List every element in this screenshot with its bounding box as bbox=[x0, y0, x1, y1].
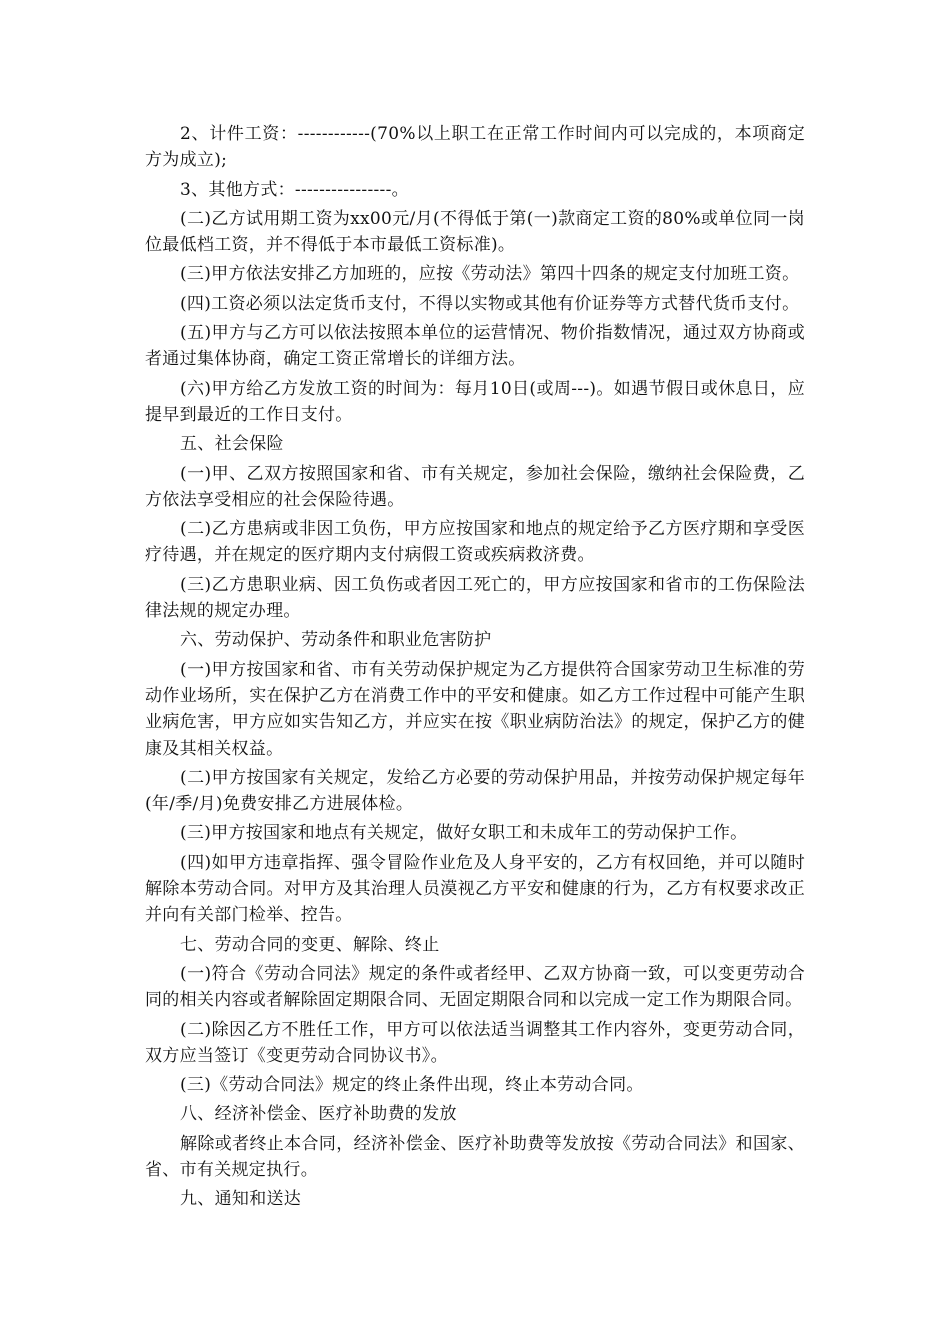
paragraph: (四)工资必须以法定货币支付，不得以实物或其他有价证券等方式替代货币支付。 bbox=[180, 293, 800, 314]
section-heading: 六、劳动保护、劳动条件和职业危害防护 bbox=[180, 630, 492, 651]
paragraph: (六)甲方给乙方发放工资的时间为：每月10日(或周---)。如遇节假日或休息日，应提早到最近的工作日支付。 bbox=[145, 378, 805, 425]
paragraph: (二)除因乙方不胜任工作，甲方可以依法适当调整其工作内容外，变更劳动合同，双方应当签订《变更劳动合同协议书》。 bbox=[145, 1019, 805, 1066]
section-heading: 九、通知和送达 bbox=[180, 1189, 302, 1210]
paragraph: (二)甲方按国家有关规定，发给乙方必要的劳动保护用品，并按劳动保护规定每年(年/季/月)免费安排乙方进展体检。 bbox=[145, 767, 805, 815]
paragraph: (一)甲方按国家和省、市有关劳动保护规定为乙方提供符合国家劳动卫生标准的劳动作业场所，实在保护乙方在消费工作中的平安和健康。如乙方工作过程中可能产生职业病危害，甲方应如实告知乙方，并应实在按《职业病防治法》的规定，保护乙方的健康及其相关权益。 bbox=[145, 659, 805, 759]
section-heading: 七、劳动合同的变更、解除、终止 bbox=[180, 934, 440, 955]
paragraph: (三)《劳动合同法》规定的终止条件出现，终止本劳动合同。 bbox=[180, 1075, 644, 1096]
paragraph: (三)乙方患职业病、因工负伤或者因工死亡的，甲方应按国家和省市的工伤保险法律法规的规定办理。 bbox=[145, 574, 805, 622]
paragraph: (一)符合《劳动合同法》规定的条件或者经甲、乙双方协商一致，可以变更劳动合同的相关内容或者解除固定期限合同、无固定期限合同和以完成一定工作为期限合同。 bbox=[145, 963, 805, 1011]
section-heading: 八、经济补偿金、医疗补助费的发放 bbox=[180, 1104, 457, 1125]
paragraph: (一)甲、乙双方按照国家和省、市有关规定，参加社会保险，缴纳社会保险费，乙方依法享受相应的社会保险待遇。 bbox=[145, 463, 805, 510]
document-body bbox=[145, 121, 805, 1216]
paragraph: (四)如甲方违章指挥、强令冒险作业危及人身平安的，乙方有权回绝，并可以随时解除本劳动合同。对甲方及其治理人员漠视乙方平安和健康的行为，乙方有权要求改正并向有关部门检举、控告。 bbox=[145, 852, 805, 926]
paragraph: 解除或者终止本合同，经济补偿金、医疗补助费等发放按《劳动合同法》和国家、省、市有关规定执行。 bbox=[145, 1133, 805, 1180]
paragraph: (五)甲方与乙方可以依法按照本单位的运营情况、物价指数情况，通过双方协商或者通过集体协商，确定工资正常增长的详细方法。 bbox=[145, 323, 805, 370]
paragraph: (三)甲方依法安排乙方加班的，应按《劳动法》第四十四条的规定支付加班工资。 bbox=[180, 264, 800, 285]
paragraph: (二)乙方患病或非因工负伤，甲方应按国家和地点的规定给予乙方医疗期和享受医疗待遇，并在规定的医疗期内支付病假工资或疾病救济费。 bbox=[145, 519, 805, 566]
section-heading: 五、社会保险 bbox=[180, 434, 284, 455]
paragraph: 2、计件工资：------------(70%以上职工在正常工作时间内可以完成的，本项商定方为成立); bbox=[145, 124, 805, 171]
paragraph: (二)乙方试用期工资为xx00元/月(不得低于第(一)款商定工资的80%或单位同一岗位最低档工资，并不得低于本市最低工资标准)。 bbox=[145, 208, 805, 256]
paragraph: 3、其他方式：----------------。 bbox=[180, 179, 409, 200]
paragraph: (三)甲方按国家和地点有关规定，做好女职工和未成年工的劳动保护工作。 bbox=[180, 823, 748, 844]
